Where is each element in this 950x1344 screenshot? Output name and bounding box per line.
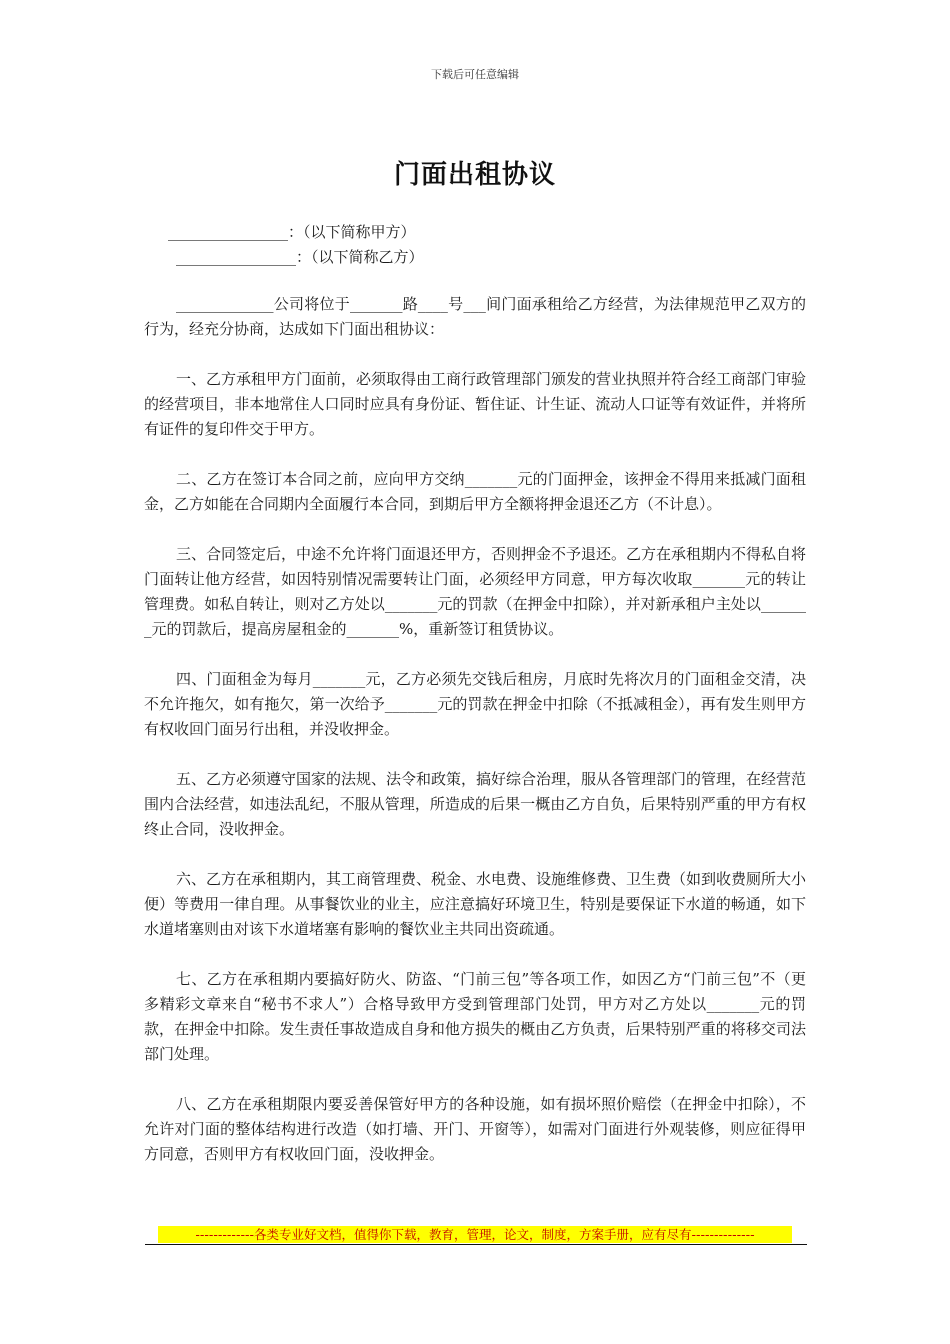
clause-7: 七、乙方在承租期内要搞好防火、防盗、“门前三包”等各项工作，如因乙方“门前三包”不（更多精彩文章来自“秘书不求人”）合格导致甲方受到管理部门处罚，甲方对乙方处以_______元的罚款，在押金中扣除。发生责任事故造成自身和他方损失的概由乙方负责，后果特别严重的将移交司法部门处理。 bbox=[144, 970, 806, 1063]
clause-2: 二、乙方在签订本合同之前，应向甲方交纳_______元的门面押金，该押金不得用来抵减门面租金，乙方如能在合同期内全面履行本合同，到期后甲方全额将押金退还乙方（不计息）。 bbox=[144, 470, 806, 513]
agreement-body bbox=[144, 292, 806, 1192]
clause-4: 四、门面租金为每月_______元，乙方必须先交钱后租房，月底时先将次月的门面租金交清，决不允许拖欠，如有拖欠，第一次给予_______元的罚款在押金中扣除（不抵减租金），再有发生则甲方有权收回门面另行出租，并没收押金。 bbox=[144, 670, 806, 738]
clause-5: 五、乙方必须遵守国家的法规、法令和政策，搞好综合治理，服从各管理部门的管理，在经营范围内合法经营，如违法乱纪，不服从管理，所造成的后果一概由乙方自负，后果特别严重的甲方有权终止合同，没收押金。 bbox=[144, 770, 807, 838]
document-title: 门面出租协议 bbox=[393, 160, 556, 190]
footer-divider bbox=[145, 1244, 807, 1245]
clause-6: 六、乙方在承租期内，其工商管理费、税金、水电费、设施维修费、卫生费（如到收费厕所大小便）等费用一律自理。从事餐饮业的业主，应注意搞好环境卫生，特别是要保证下水道的畅通，如下水道堵塞则由对该下水道堵塞有影响的餐饮业主共同出资疏通。 bbox=[144, 870, 807, 938]
header-note: 下载后可任意编辑 bbox=[431, 68, 519, 81]
clause-8: 八、乙方在承租期限内要妥善保管好甲方的各种设施，如有损坏照价赔偿（在押金中扣除），不允许对门面的整体结构进行改造（如打墙、开门、开窗等），如需对门面进行外观装修，则应征得甲方同意，否则甲方有权收回门面，没收押金。 bbox=[144, 1095, 806, 1163]
clause-3: 三、合同签定后，中途不允许将门面退还甲方，否则押金不予退还。乙方在承租期内不得私自将门面转让他方经营，如因特别情况需要转让门面，必须经甲方同意，甲方每次收取_______元的转让管理费。如私自转让，则对乙方处以_______元的罚款（在押金中扣除），并对新承租户主处以_______元的罚款后，提高房屋租金的_______%，重新签订租赁协议。 bbox=[144, 545, 807, 638]
party-b-line: ________________：（以下简称乙方） bbox=[176, 248, 424, 266]
footer-banner: -------------各类专业好文档，值得你下载，教育，管理，论文，制度，方案手册，应有尽有-------------- bbox=[158, 1226, 792, 1243]
clause-1: 一、乙方承租甲方门面前，必须取得由工商行政管理部门颁发的营业执照并符合经工商部门审验的经营项目，非本地常住人口同时应具有身份证、暂住证、计生证、流动人口证等有效证件，并将所有证件的复印件交于甲方。 bbox=[144, 370, 807, 438]
intro-paragraph: _____________公司将位于_______路____号___间门面承租给乙方经营，为法律规范甲乙双方的行为，经充分协商，达成如下门面出租协议： bbox=[144, 295, 806, 338]
party-a-line: ________________：（以下简称甲方） bbox=[168, 223, 416, 241]
